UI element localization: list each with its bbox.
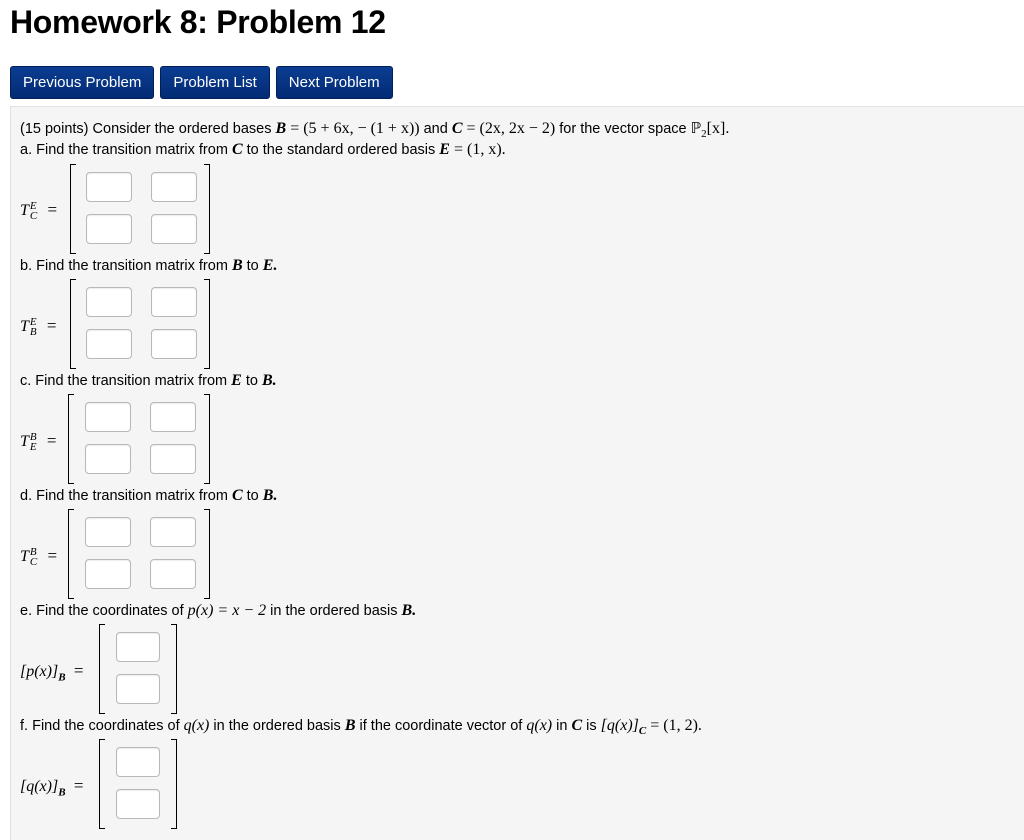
part-f-answer-r1[interactable] [116, 747, 160, 777]
problem-intro: (15 points) Consider the ordered bases B = (5 + 6x, − (1 + x)) and C = (2x, 2x − 2) for the vector space ℙ$_2$[x]. [20, 119, 730, 140]
part-a-answer-r2c2[interactable] [151, 214, 197, 244]
part-c-lhs: T B E = [20, 431, 57, 454]
part-d-prompt: d. Find the transition matrix from C to B. [20, 487, 278, 504]
part-b-bracket-right [204, 279, 210, 369]
part-e-answer-r2[interactable] [116, 674, 160, 704]
part-b-prompt: b. Find the transition matrix from B to E. [20, 257, 278, 274]
part-d-bracket-left [68, 509, 74, 599]
part-b-answer-r1c2[interactable] [151, 287, 197, 317]
part-e-answer-r1[interactable] [116, 632, 160, 662]
part-c-answer-r1c2[interactable] [150, 402, 196, 432]
part-b-answer-r1c1[interactable] [86, 287, 132, 317]
part-b-answer-r2c1[interactable] [86, 329, 132, 359]
part-c-bracket-right [204, 394, 210, 484]
part-a-prompt: a. Find the transition matrix from C to the standard ordered basis E = (1, x). [20, 141, 506, 158]
part-d-lhs: T B C = [20, 546, 58, 569]
part-b-bracket-left [70, 279, 76, 369]
part-d-answer-r1c1[interactable] [85, 517, 131, 547]
page-title: Homework 8: Problem 12 [10, 4, 386, 40]
part-e-prompt: e. Find the coordinates of p(x) = x − 2 in the ordered basis B. [20, 602, 417, 619]
part-e-bracket-right [171, 624, 177, 714]
part-c-answer-r2c1[interactable] [85, 444, 131, 474]
part-d-answer-r1c2[interactable] [150, 517, 196, 547]
part-c-bracket-left [68, 394, 74, 484]
part-a-answer-r2c1[interactable] [86, 214, 132, 244]
part-f-bracket-right [171, 739, 177, 829]
part-f-lhs: $[q(x)]_B$ = [20, 776, 84, 799]
part-a-lhs: T E C = [20, 200, 58, 223]
problem-list-button[interactable]: Problem List [160, 66, 269, 99]
next-problem-button[interactable]: Next Problem [276, 66, 393, 99]
part-d-answer-r2c1[interactable] [85, 559, 131, 589]
part-d-bracket-right [204, 509, 210, 599]
part-a-bracket-right [204, 164, 210, 254]
part-d-answer-r2c2[interactable] [150, 559, 196, 589]
part-c-prompt: c. Find the transition matrix from E to B. [20, 372, 277, 389]
part-a-bracket-left [70, 164, 76, 254]
part-f-answer-r2[interactable] [116, 789, 160, 819]
part-b-answer-r2c2[interactable] [151, 329, 197, 359]
part-e-bracket-left [99, 624, 105, 714]
part-c-answer-r2c2[interactable] [150, 444, 196, 474]
part-c-answer-r1c1[interactable] [85, 402, 131, 432]
part-e-lhs: $[p(x)]_B$ = [20, 661, 84, 684]
previous-problem-button[interactable]: Previous Problem [10, 66, 154, 99]
part-f-bracket-left [99, 739, 105, 829]
part-b-lhs: T E B = [20, 316, 57, 339]
part-a-answer-r1c1[interactable] [86, 172, 132, 202]
problem-navigation [10, 66, 393, 99]
part-a-answer-r1c2[interactable] [151, 172, 197, 202]
part-f-prompt: f. Find the coordinates of q(x) in the ordered basis B if the coordinate vector of q(x) in C is $[q(x)]_C = (1$, 2). [20, 717, 702, 737]
